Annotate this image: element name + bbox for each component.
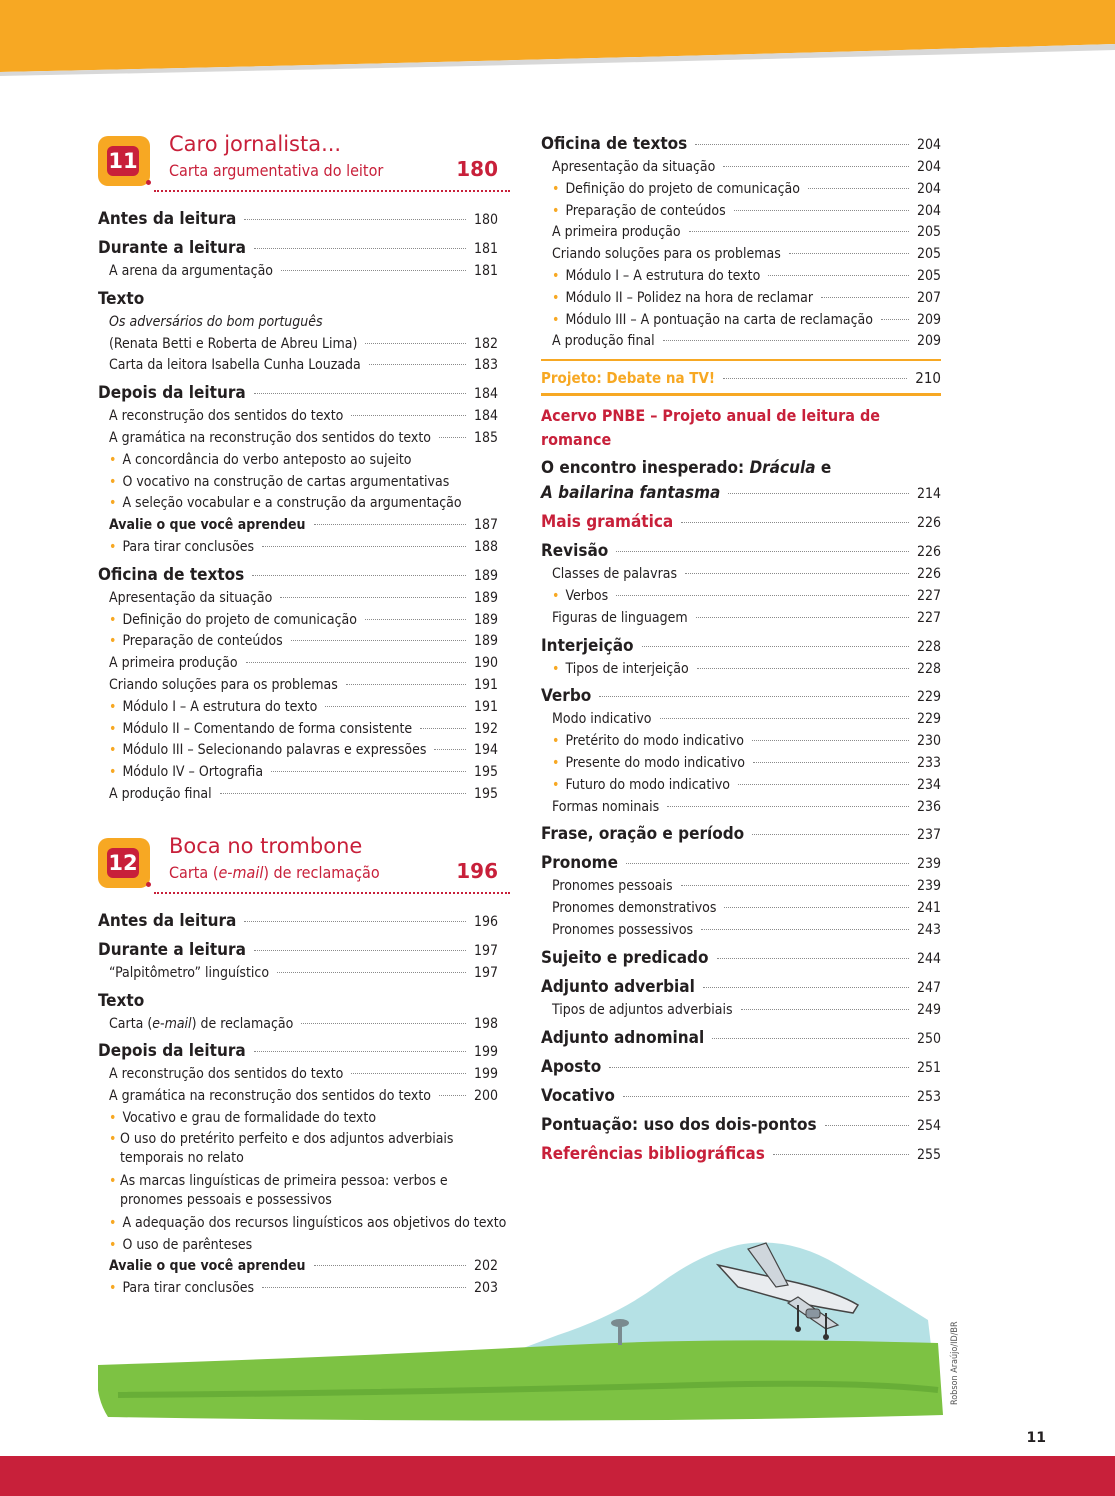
unit-page: 196 xyxy=(456,858,498,883)
toc-entry[interactable]: • Preparação de conteúdos 204 xyxy=(541,201,941,223)
unit-12-header xyxy=(98,832,498,898)
toc-entry[interactable]: Criando soluções para os problemas 191 xyxy=(109,676,498,693)
toc-right-column xyxy=(541,130,941,1167)
toc-entry[interactable]: A produção final 209 xyxy=(552,333,941,350)
toc-subitem: • A concordância do verbo anteposto ao sujeito xyxy=(98,450,498,472)
toc-entry[interactable]: Sujeito e predicado 244 xyxy=(541,947,941,968)
toc-entry[interactable]: Pronomes demonstrativos 241 xyxy=(552,900,941,917)
toc-entry[interactable]: • Pretérito do modo indicativo 230 xyxy=(541,731,941,753)
toc-subitem: • O vocativo na construção de cartas argumentativas xyxy=(98,472,498,494)
unit-badge xyxy=(98,838,150,888)
toc-entry[interactable]: Carta (e-mail) de reclamação 198 xyxy=(109,1015,498,1032)
toc-entry[interactable]: Avalie o que você aprendeu 202 xyxy=(109,1258,498,1275)
toc-entry[interactable]: A reconstrução dos sentidos do texto 199 xyxy=(109,1066,498,1083)
unit-number: 11 xyxy=(107,146,139,176)
toc-entry[interactable]: • Módulo II – Comentando de forma consistente 192 xyxy=(98,719,498,741)
toc-entry[interactable]: Durante a leitura 197 xyxy=(98,939,498,960)
toc-entry[interactable]: Frase, oração e período 237 xyxy=(541,824,941,845)
toc-entry[interactable]: Mais gramática 226 xyxy=(541,512,941,533)
toc-entry[interactable]: Figuras de linguagem 227 xyxy=(552,609,941,626)
toc-entry[interactable]: Interjeição 228 xyxy=(541,635,941,656)
toc-entry[interactable]: • Módulo IV – Ortografia 195 xyxy=(98,762,498,784)
toc-entry[interactable]: Pontuação: uso dos dois-pontos 254 xyxy=(541,1114,941,1135)
toc-entry[interactable]: • Para tirar conclusões 203 xyxy=(98,1278,498,1300)
toc-entry[interactable]: Depois da leitura 184 xyxy=(98,383,498,404)
toc-entry[interactable]: Oficina de textos 189 xyxy=(98,564,498,585)
toc-entry[interactable]: Antes da leitura 180 xyxy=(98,209,498,229)
toc-entry[interactable]: Avalie o que você aprendeu 187 xyxy=(109,517,498,534)
unit-subtitle: Carta (e-mail) de reclamação xyxy=(169,862,380,882)
toc-entry[interactable]: A primeira produção 190 xyxy=(109,655,498,672)
toc-entry[interactable]: A primeira produção 205 xyxy=(552,224,941,241)
toc-entry[interactable]: A produção final 195 xyxy=(109,785,498,802)
toc-entry-projeto[interactable]: Projeto: Debate na TV! 210 xyxy=(541,369,941,388)
toc-section-heading: Texto xyxy=(98,288,145,309)
toc-entry[interactable]: Aposto 251 xyxy=(541,1056,941,1077)
toc-entry[interactable]: • Futuro do modo indicativo 234 xyxy=(541,775,941,797)
unit-number: 12 xyxy=(107,848,139,878)
toc-acervo-heading: Acervo PNBE – Projeto anual de leitura de romance xyxy=(541,406,881,450)
unit-title[interactable]: Caro jornalista... xyxy=(169,132,342,156)
toc-entry[interactable]: Pronomes possessivos 243 xyxy=(552,921,941,938)
toc-entry[interactable]: Tipos de adjuntos adverbiais 249 xyxy=(552,1001,941,1018)
toc-entry[interactable]: • Módulo I – A estrutura do texto 205 xyxy=(541,266,941,288)
unit-subtitle: Carta argumentativa do leitor xyxy=(169,161,384,180)
toc-entry[interactable]: • Para tirar conclusões 188 xyxy=(98,537,498,559)
toc-subitem: • A adequação dos recursos linguísticos aos objetivos do texto xyxy=(98,1213,498,1235)
toc-entry[interactable]: A bailarina fantasma 214 xyxy=(541,483,941,504)
toc-entry[interactable]: Apresentação da situação 189 xyxy=(109,589,498,606)
toc-entry[interactable]: • Módulo II – Polidez na hora de reclamar 207 xyxy=(541,288,941,310)
unit-badge xyxy=(98,136,150,186)
toc-entry[interactable]: • Preparação de conteúdos 189 xyxy=(98,631,498,653)
toc-subitem: • O uso do pretérito perfeito e dos adjuntos adverbiais temporais no relato xyxy=(98,1130,498,1169)
toc-entry-encontro-line1[interactable]: O encontro inesperado: Drácula e xyxy=(541,458,832,479)
toc-entry[interactable]: Apresentação da situação 204 xyxy=(552,159,941,175)
toc-subitem: • As marcas linguísticas de primeira pessoa: verbos e pronomes pessoais e possessivos xyxy=(98,1172,498,1211)
image-credit: Robson Araújo/ID/BR xyxy=(950,1321,960,1405)
toc-entry[interactable]: Carta da leitora Isabella Cunha Louzada 183 xyxy=(109,357,498,374)
unit-page: 180 xyxy=(456,157,498,181)
toc-entry[interactable]: • Definição do projeto de comunicação 204 xyxy=(541,179,941,201)
toc-entry[interactable]: Revisão 226 xyxy=(541,541,941,562)
toc-entry[interactable]: Adjunto adverbial 247 xyxy=(541,976,941,997)
toc-entry[interactable]: “Palpitômetro” linguístico 197 xyxy=(109,964,498,981)
toc-entry[interactable]: • Módulo III – A pontuação na carta de reclamação 209 xyxy=(541,310,941,332)
toc-entry[interactable]: • Definição do projeto de comunicação 189 xyxy=(98,610,498,632)
toc-entry[interactable]: • Módulo III – Selecionando palavras e expressões 194 xyxy=(98,740,498,762)
toc-entry[interactable]: A reconstrução dos sentidos do texto 184 xyxy=(109,408,498,425)
toc-entry[interactable]: Adjunto adnominal 250 xyxy=(541,1027,941,1048)
toc-subitem: • Vocativo e grau de formalidade do texto xyxy=(98,1108,498,1130)
toc-entry[interactable]: Vocativo 253 xyxy=(541,1085,941,1106)
toc-entry[interactable]: A gramática na reconstrução dos sentidos do texto 185 xyxy=(109,429,498,446)
toc-entry[interactable]: • Verbos 227 xyxy=(541,586,941,608)
toc-entry[interactable]: Modo indicativo 229 xyxy=(552,711,941,728)
toc-entry[interactable]: Classes de palavras 226 xyxy=(552,566,941,583)
bottom-red-band xyxy=(0,1456,1115,1496)
divider xyxy=(541,359,941,361)
toc-entry[interactable]: Oficina de textos 204 xyxy=(541,134,941,154)
unit-11-header xyxy=(98,130,498,196)
unit-title[interactable]: Boca no trombone xyxy=(169,833,363,858)
toc-entry[interactable]: Antes da leitura 196 xyxy=(98,910,498,931)
toc-section-heading: Texto xyxy=(98,990,145,1011)
toc-entry[interactable]: Referências bibliográficas 255 xyxy=(541,1143,941,1164)
toc-entry[interactable]: Verbo 229 xyxy=(541,686,941,707)
toc-entry[interactable]: (Renata Betti e Roberta de Abreu Lima) 182 xyxy=(109,335,498,352)
toc-entry[interactable]: A arena da argumentação 181 xyxy=(109,263,498,279)
toc-entry[interactable]: A gramática na reconstrução dos sentidos do texto 200 xyxy=(109,1088,498,1105)
toc-entry[interactable]: Pronomes pessoais 239 xyxy=(552,878,941,895)
toc-entry[interactable]: • Módulo I – A estrutura do texto 191 xyxy=(98,697,498,719)
toc-entry[interactable]: Depois da leitura 199 xyxy=(98,1041,498,1062)
toc-entry[interactable]: Durante a leitura 181 xyxy=(98,238,498,258)
toc-entry[interactable]: • Presente do modo indicativo 233 xyxy=(541,753,941,775)
toc-subitem: • A seleção vocabular e a construção da argumentação xyxy=(98,493,498,515)
top-orange-band xyxy=(0,0,1115,76)
toc-entry: Os adversários do bom português xyxy=(109,313,323,330)
toc-entry[interactable]: Formas nominais 236 xyxy=(552,798,941,815)
page-number: 11 xyxy=(1026,1430,1046,1446)
toc-entry[interactable]: Pronome 239 xyxy=(541,853,941,874)
toc-subitem: • O uso de parênteses xyxy=(98,1235,498,1257)
toc-entry[interactable]: • Tipos de interjeição 228 xyxy=(541,659,941,681)
airplane-illustration xyxy=(98,1225,958,1425)
toc-left-column xyxy=(98,130,507,1300)
toc-entry[interactable]: Criando soluções para os problemas 205 xyxy=(552,246,941,263)
divider xyxy=(541,393,941,396)
